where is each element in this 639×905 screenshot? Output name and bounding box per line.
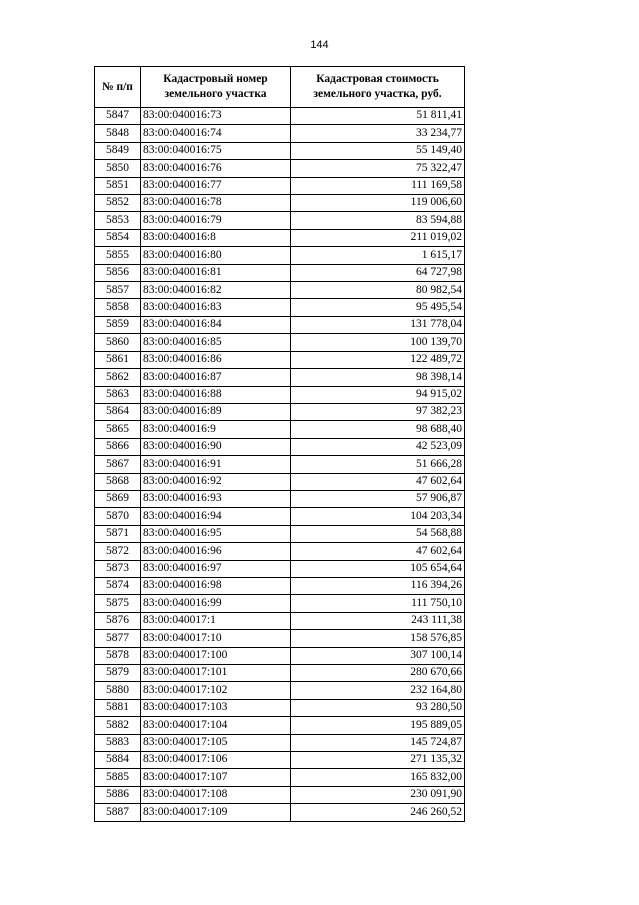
row-number-cell: 5885 (95, 769, 141, 786)
cadastral-number-cell: 83:00:040016:86 (141, 351, 291, 368)
cadastral-number-cell: 83:00:040016:81 (141, 264, 291, 281)
cadastral-number-cell: 83:00:040016:87 (141, 369, 291, 386)
cadastral-number-cell: 83:00:040016:76 (141, 160, 291, 177)
row-number-cell: 5867 (95, 456, 141, 473)
table-row (95, 351, 465, 368)
table-row (95, 577, 465, 594)
page-number: 144 (310, 39, 329, 51)
table-row (95, 247, 465, 264)
cadastral-value-cell: 111 169,58 (291, 177, 465, 194)
cadastral-number-cell: 83:00:040016:94 (141, 508, 291, 525)
cadastral-value-cell: 271 135,32 (291, 752, 465, 769)
cadastral-number-cell: 83:00:040016:84 (141, 316, 291, 333)
table-row (95, 195, 465, 212)
row-number-cell: 5874 (95, 577, 141, 594)
row-number-cell: 5864 (95, 403, 141, 420)
row-number-cell: 5870 (95, 508, 141, 525)
cadastral-number-cell: 83:00:040016:92 (141, 473, 291, 490)
table-row (95, 456, 465, 473)
cadastral-value-cell: 83 594,88 (291, 212, 465, 229)
cadastral-value-cell: 80 982,54 (291, 282, 465, 299)
table-row (95, 177, 465, 194)
table-row (95, 734, 465, 751)
cadastral-value-cell: 116 394,26 (291, 577, 465, 594)
table-row (95, 717, 465, 734)
cadastral-number-cell: 83:00:040017:103 (141, 699, 291, 716)
cadastral-value-cell: 230 091,90 (291, 786, 465, 803)
cadastral-value-cell: 55 149,40 (291, 142, 465, 159)
row-number-cell: 5877 (95, 630, 141, 647)
cadastral-value-cell: 307 100,14 (291, 647, 465, 664)
cadastral-value-cell: 158 576,85 (291, 630, 465, 647)
row-number-cell: 5859 (95, 316, 141, 333)
header-cadastral-number: Кадастровый номер земельного участка (141, 67, 291, 108)
cadastral-value-cell: 94 915,02 (291, 386, 465, 403)
table-row (95, 386, 465, 403)
cadastral-number-cell: 83:00:040016:74 (141, 125, 291, 142)
table-row (95, 334, 465, 351)
row-number-cell: 5868 (95, 473, 141, 490)
cadastral-value-cell: 47 602,64 (291, 543, 465, 560)
table-row (95, 682, 465, 699)
table-row (95, 630, 465, 647)
table-row (95, 612, 465, 629)
row-number-cell: 5849 (95, 142, 141, 159)
cadastral-value-cell: 246 260,52 (291, 804, 465, 821)
cadastral-number-cell: 83:00:040017:102 (141, 682, 291, 699)
cadastral-number-cell: 83:00:040016:88 (141, 386, 291, 403)
cadastral-number-cell: 83:00:040017:10 (141, 630, 291, 647)
row-number-cell: 5883 (95, 734, 141, 751)
table-row (95, 769, 465, 786)
row-number-cell: 5852 (95, 195, 141, 212)
table-row (95, 264, 465, 281)
row-number-cell: 5878 (95, 647, 141, 664)
table-row (95, 699, 465, 716)
cadastral-number-cell: 83:00:040016:77 (141, 177, 291, 194)
row-number-cell: 5863 (95, 386, 141, 403)
table-row (95, 595, 465, 612)
table-row (95, 647, 465, 664)
cadastral-number-cell: 83:00:040016:73 (141, 108, 291, 125)
row-number-cell: 5884 (95, 752, 141, 769)
row-number-cell: 5865 (95, 421, 141, 438)
table-row (95, 229, 465, 246)
table-row (95, 473, 465, 490)
table-row (95, 525, 465, 542)
row-number-cell: 5850 (95, 160, 141, 177)
cadastral-value-cell: 97 382,23 (291, 403, 465, 420)
cadastral-value-cell: 243 111,38 (291, 612, 465, 629)
table-row (95, 282, 465, 299)
cadastral-value-cell: 42 523,09 (291, 438, 465, 455)
table-row (95, 752, 465, 769)
table-row (95, 403, 465, 420)
row-number-cell: 5887 (95, 804, 141, 821)
row-number-cell: 5857 (95, 282, 141, 299)
cadastral-number-cell: 83:00:040017:101 (141, 665, 291, 682)
row-number-cell: 5880 (95, 682, 141, 699)
row-number-cell: 5872 (95, 543, 141, 560)
row-number-cell: 5862 (95, 369, 141, 386)
table-row (95, 369, 465, 386)
cadastral-value-cell: 47 602,64 (291, 473, 465, 490)
table-row (95, 438, 465, 455)
cadastral-number-cell: 83:00:040016:97 (141, 560, 291, 577)
table-row (95, 804, 465, 821)
cadastral-value-cell: 145 724,87 (291, 734, 465, 751)
cadastral-value-cell: 51 666,28 (291, 456, 465, 473)
row-number-cell: 5853 (95, 212, 141, 229)
cadastral-value-cell: 57 906,87 (291, 490, 465, 507)
table-header-row (95, 67, 465, 108)
cadastral-value-cell: 1 615,17 (291, 247, 465, 264)
cadastral-number-cell: 83:00:040016:85 (141, 334, 291, 351)
cadastral-value-cell: 64 727,98 (291, 264, 465, 281)
table-row (95, 108, 465, 125)
table-row (95, 508, 465, 525)
cadastral-value-cell: 280 670,66 (291, 665, 465, 682)
cadastral-value-cell: 211 019,02 (291, 229, 465, 246)
row-number-cell: 5854 (95, 229, 141, 246)
table-row (95, 543, 465, 560)
row-number-cell: 5875 (95, 595, 141, 612)
cadastral-number-cell: 83:00:040016:8 (141, 229, 291, 246)
cadastral-number-cell: 83:00:040016:91 (141, 456, 291, 473)
cadastral-number-cell: 83:00:040016:82 (141, 282, 291, 299)
row-number-cell: 5855 (95, 247, 141, 264)
table-row (95, 160, 465, 177)
cadastral-number-cell: 83:00:040016:98 (141, 577, 291, 594)
cadastral-number-cell: 83:00:040016:75 (141, 142, 291, 159)
cadastral-number-cell: 83:00:040016:83 (141, 299, 291, 316)
header-row-number: № п/п (95, 67, 141, 108)
cadastral-number-cell: 83:00:040016:96 (141, 543, 291, 560)
row-number-cell: 5856 (95, 264, 141, 281)
cadastral-value-cell: 95 495,54 (291, 299, 465, 316)
cadastral-number-cell: 83:00:040016:79 (141, 212, 291, 229)
row-number-cell: 5882 (95, 717, 141, 734)
table-row (95, 421, 465, 438)
row-number-cell: 5876 (95, 612, 141, 629)
table-row (95, 299, 465, 316)
cadastral-value-cell: 75 322,47 (291, 160, 465, 177)
cadastral-value-cell: 232 164,80 (291, 682, 465, 699)
row-number-cell: 5879 (95, 665, 141, 682)
cadastral-number-cell: 83:00:040016:90 (141, 438, 291, 455)
cadastral-value-cell: 93 280,50 (291, 699, 465, 716)
cadastral-value-cell: 105 654,64 (291, 560, 465, 577)
cadastral-value-cell: 98 688,40 (291, 421, 465, 438)
cadastral-value-cell: 165 832,00 (291, 769, 465, 786)
cadastral-value-cell: 195 889,05 (291, 717, 465, 734)
row-number-cell: 5848 (95, 125, 141, 142)
table-row (95, 665, 465, 682)
row-number-cell: 5851 (95, 177, 141, 194)
row-number-cell: 5866 (95, 438, 141, 455)
cadastral-number-cell: 83:00:040016:89 (141, 403, 291, 420)
cadastral-value-cell: 98 398,14 (291, 369, 465, 386)
cadastral-value-cell: 51 811,41 (291, 108, 465, 125)
cadastral-value-cell: 33 234,77 (291, 125, 465, 142)
cadastral-value-cell: 111 750,10 (291, 595, 465, 612)
row-number-cell: 5858 (95, 299, 141, 316)
header-cadastral-value: Кадастровая стоимость земельного участка, руб. (291, 67, 465, 108)
cadastral-value-table (94, 66, 465, 822)
table-row (95, 125, 465, 142)
row-number-cell: 5871 (95, 525, 141, 542)
row-number-cell: 5886 (95, 786, 141, 803)
cadastral-value-cell: 119 006,60 (291, 195, 465, 212)
cadastral-number-cell: 83:00:040017:105 (141, 734, 291, 751)
row-number-cell: 5873 (95, 560, 141, 577)
cadastral-number-cell: 83:00:040017:107 (141, 769, 291, 786)
table-row (95, 316, 465, 333)
cadastral-number-cell: 83:00:040017:108 (141, 786, 291, 803)
cadastral-number-cell: 83:00:040017:104 (141, 717, 291, 734)
table-row (95, 560, 465, 577)
table-row (95, 212, 465, 229)
cadastral-number-cell: 83:00:040016:95 (141, 525, 291, 542)
cadastral-number-cell: 83:00:040016:80 (141, 247, 291, 264)
cadastral-number-cell: 83:00:040017:1 (141, 612, 291, 629)
cadastral-value-cell: 131 778,04 (291, 316, 465, 333)
cadastral-number-cell: 83:00:040016:78 (141, 195, 291, 212)
cadastral-value-cell: 54 568,88 (291, 525, 465, 542)
row-number-cell: 5860 (95, 334, 141, 351)
table-row (95, 490, 465, 507)
row-number-cell: 5861 (95, 351, 141, 368)
cadastral-number-cell: 83:00:040016:9 (141, 421, 291, 438)
cadastral-number-cell: 83:00:040016:99 (141, 595, 291, 612)
cadastral-number-cell: 83:00:040017:109 (141, 804, 291, 821)
cadastral-value-cell: 122 489,72 (291, 351, 465, 368)
table-row (95, 786, 465, 803)
cadastral-number-cell: 83:00:040017:106 (141, 752, 291, 769)
cadastral-number-cell: 83:00:040017:100 (141, 647, 291, 664)
cadastral-value-cell: 100 139,70 (291, 334, 465, 351)
row-number-cell: 5881 (95, 699, 141, 716)
table-row (95, 142, 465, 159)
cadastral-number-cell: 83:00:040016:93 (141, 490, 291, 507)
row-number-cell: 5847 (95, 108, 141, 125)
row-number-cell: 5869 (95, 490, 141, 507)
cadastral-value-cell: 104 203,34 (291, 508, 465, 525)
